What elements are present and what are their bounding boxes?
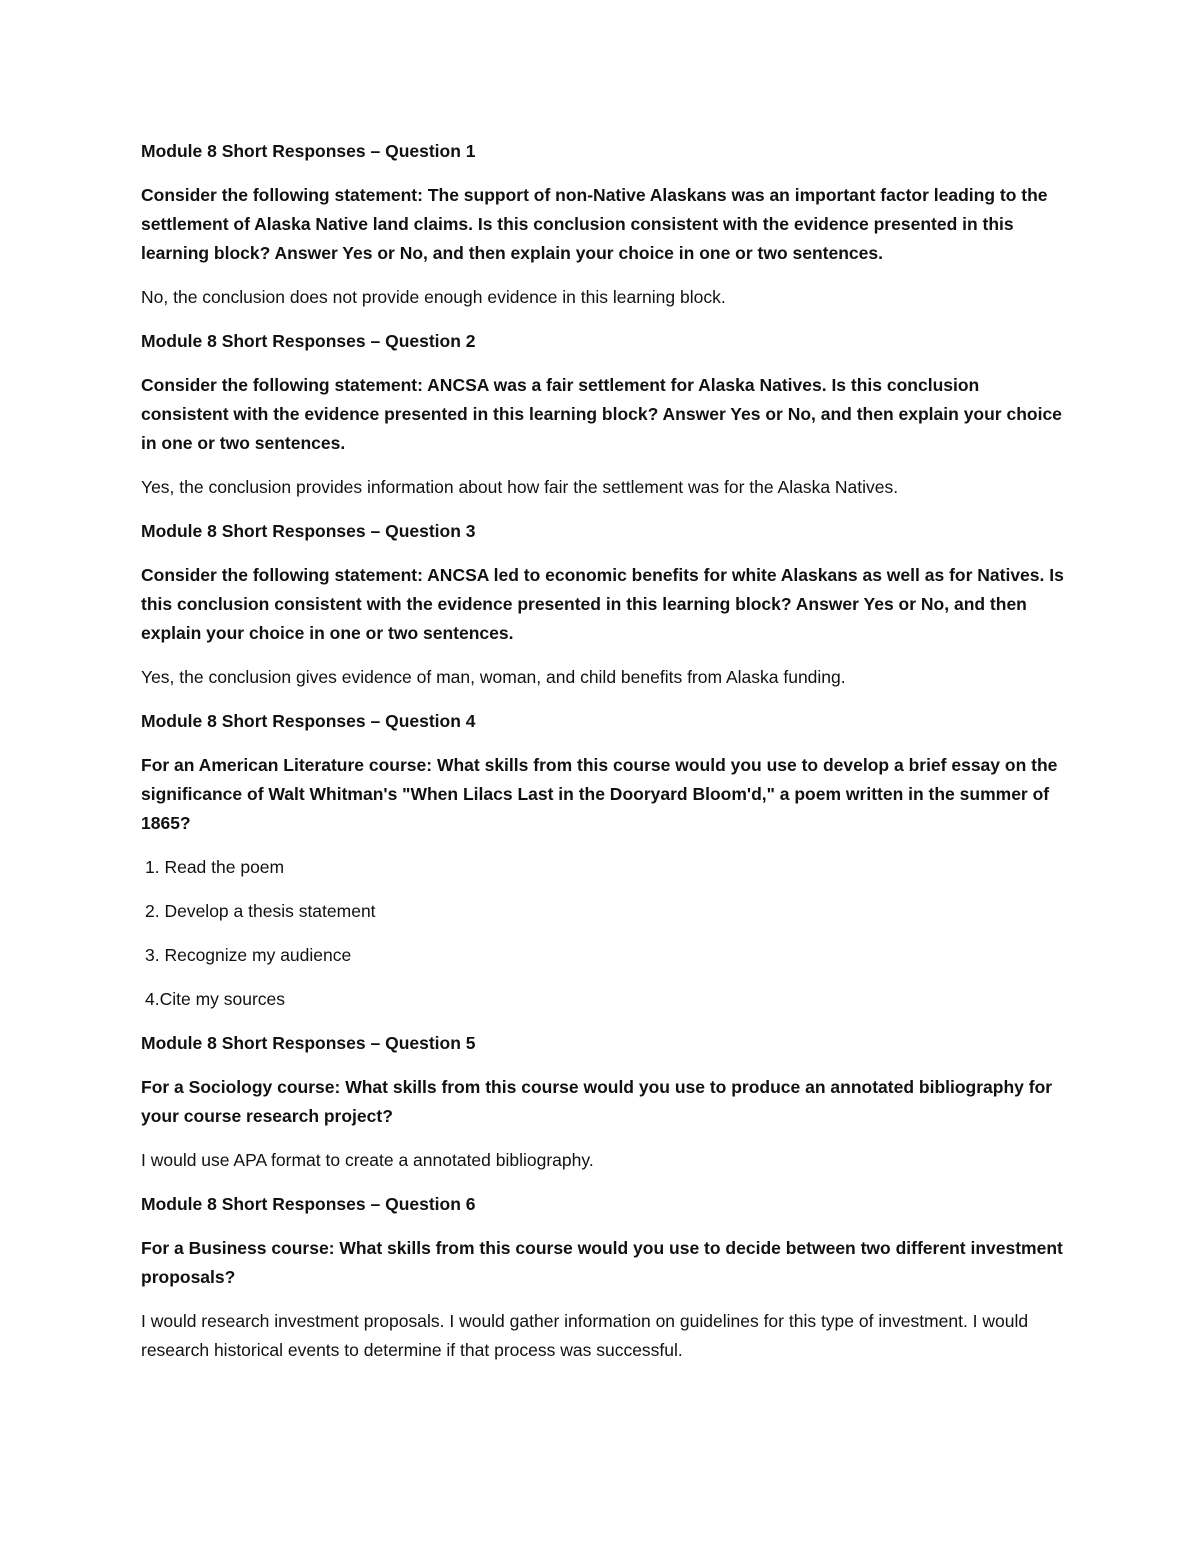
question-6-answer: I would research investment proposals. I would gather information on guidelines for this type of investment. I would research historical events to determine if that process was successful. [141,1311,1029,1360]
question-2-prompt: Consider the following statement: ANCSA was a fair settlement for Alaska Natives. Is this conclusion consistent with the evidence presented in this learning block? Answer Yes or No, and then explain your choice in one or two sentences. [141,375,1062,453]
question-4-list-item-4: 4.Cite my sources [145,989,286,1009]
question-4-list-item-3: 3. Recognize my audience [145,945,352,965]
question-1-heading: Module 8 Short Responses – Question 1 [141,141,476,161]
question-3-prompt: Consider the following statement: ANCSA led to economic benefits for white Alaskans as well as for Natives. Is this conclusion consistent with the evidence presented in this learning block? Answer Yes or No, and then explain your choice in one or two sentences. [141,565,1064,643]
question-5-heading: Module 8 Short Responses – Question 5 [141,1033,476,1053]
question-3-heading: Module 8 Short Responses – Question 3 [141,521,476,541]
question-1-answer: No, the conclusion does not provide enough evidence in this learning block. [141,287,726,307]
question-2-heading: Module 8 Short Responses – Question 2 [141,331,476,351]
question-4-heading: Module 8 Short Responses – Question 4 [141,711,476,731]
question-5-answer: I would use APA format to create a annotated bibliography. [141,1150,594,1170]
question-4-list-item-1: 1. Read the poem [145,857,285,877]
question-1-prompt: Consider the following statement: The support of non-Native Alaskans was an important factor leading to the settlement of Alaska Native land claims. Is this conclusion consistent with the evidence presented in this learning block? Answer Yes or No, and then explain your choice in one or two sentences. [141,185,1048,263]
question-3-answer: Yes, the conclusion gives evidence of man, woman, and child benefits from Alaska funding. [141,667,846,687]
question-6-prompt: For a Business course: What skills from this course would you use to decide between two different investment proposals? [141,1238,1063,1287]
document-body [141,137,1066,1380]
question-4-prompt: For an American Literature course: What skills from this course would you use to develop a brief essay on the significance of Walt Whitman's "When Lilacs Last in the Dooryard Bloom'd," a poem written in the summer of 1865? [141,755,1058,833]
question-2-answer: Yes, the conclusion provides information about how fair the settlement was for the Alaska Natives. [141,477,899,497]
question-5-prompt: For a Sociology course: What skills from this course would you use to produce an annotated bibliography for your course research project? [141,1077,1053,1126]
question-4-list-item-2: 2. Develop a thesis statement [145,901,376,921]
question-6-heading: Module 8 Short Responses – Question 6 [141,1194,476,1214]
